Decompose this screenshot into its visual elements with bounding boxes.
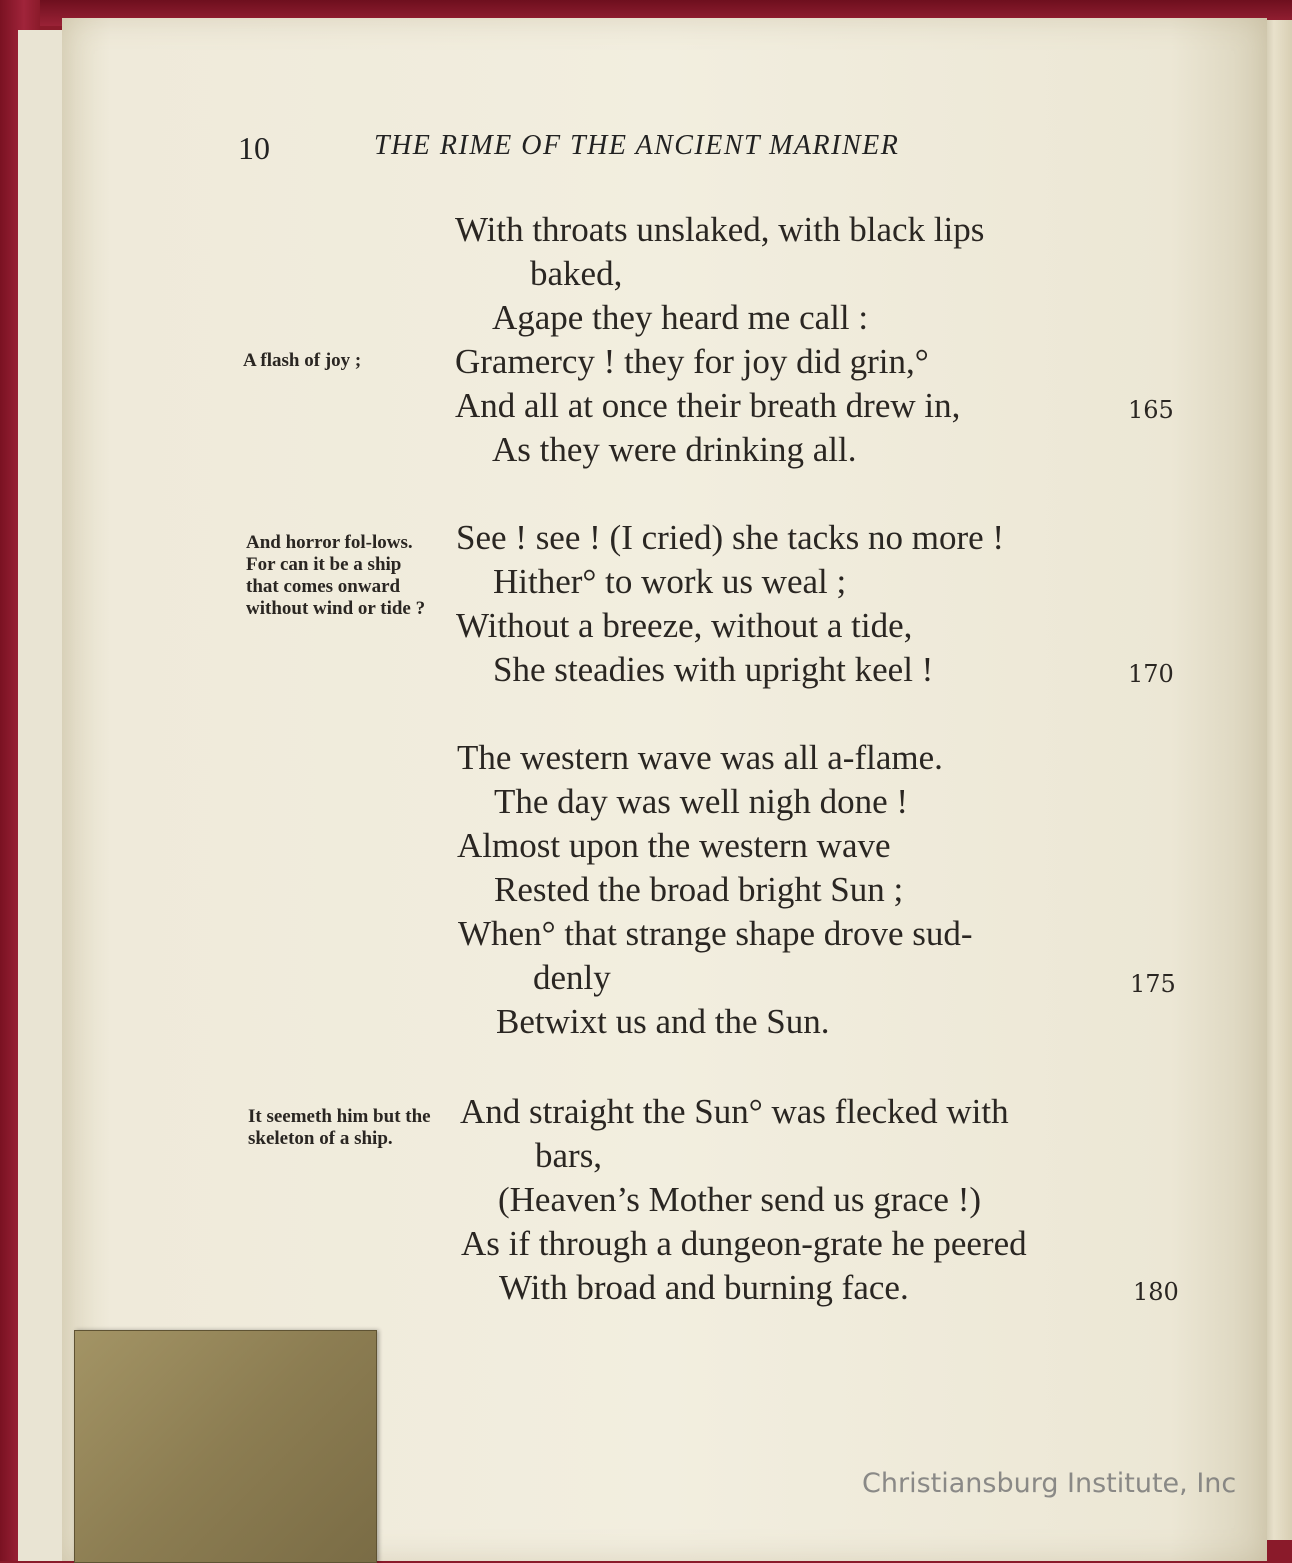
verse-line: denly (533, 958, 611, 997)
marginal-gloss-3: It seemeth him but the skeleton of a ship. (248, 1106, 431, 1149)
verse-line: Gramercy ! they for joy did grin,° (455, 342, 929, 381)
verse-line: As they were drinking all. (492, 430, 857, 469)
verse-line: The western wave was all a-flame. (457, 738, 943, 777)
verse-line: (Heaven’s Mother send us grace !) (498, 1180, 982, 1219)
brass-clip (74, 1330, 377, 1563)
verse-line: See ! see ! (I cried) she tacks no more ! (456, 518, 1005, 557)
running-head (238, 130, 1178, 174)
verse-line: When° that strange shape drove sud- (458, 914, 973, 953)
verse-line: Almost upon the western wave (457, 826, 891, 865)
book-title: THE RIME OF THE ANCIENT MARINER (374, 130, 900, 161)
verse-line: bars, (535, 1136, 603, 1175)
line-number: 165 (1128, 396, 1174, 424)
page-number: 10 (238, 130, 270, 166)
verse-line: baked, (530, 254, 623, 293)
verse-line: And all at once their breath drew in, (455, 386, 961, 425)
verse-line: With broad and burning face. (499, 1268, 909, 1307)
verse-line: Hither° to work us weal ; (493, 562, 847, 601)
line-number: 180 (1133, 1278, 1179, 1306)
verse-line: Agape they heard me call : (492, 298, 869, 337)
verse-line: As if through a dungeon-grate he peered (461, 1224, 1027, 1263)
verse-line: She steadies with upright keel ! (493, 650, 934, 689)
verse-line: Rested the broad bright Sun ; (494, 870, 904, 909)
verse-line: Without a breeze, without a tide, (456, 606, 913, 645)
marginal-gloss-2: And horror fol-lows. For can it be a ship that comes onward without wind or tide ? (246, 532, 426, 619)
marginal-gloss-1: A flash of joy ; (243, 350, 362, 371)
line-number: 175 (1130, 970, 1176, 998)
verse-line: With throats unslaked, with black lips (455, 210, 985, 249)
verse-line: Betwixt us and the Sun. (496, 1002, 830, 1041)
watermark: Christiansburg Institute, Inc (862, 1468, 1237, 1499)
line-number: 170 (1128, 660, 1174, 688)
verse-line: The day was well nigh done ! (494, 782, 909, 821)
verse-line: And straight the Sun° was flecked with (460, 1092, 1009, 1131)
